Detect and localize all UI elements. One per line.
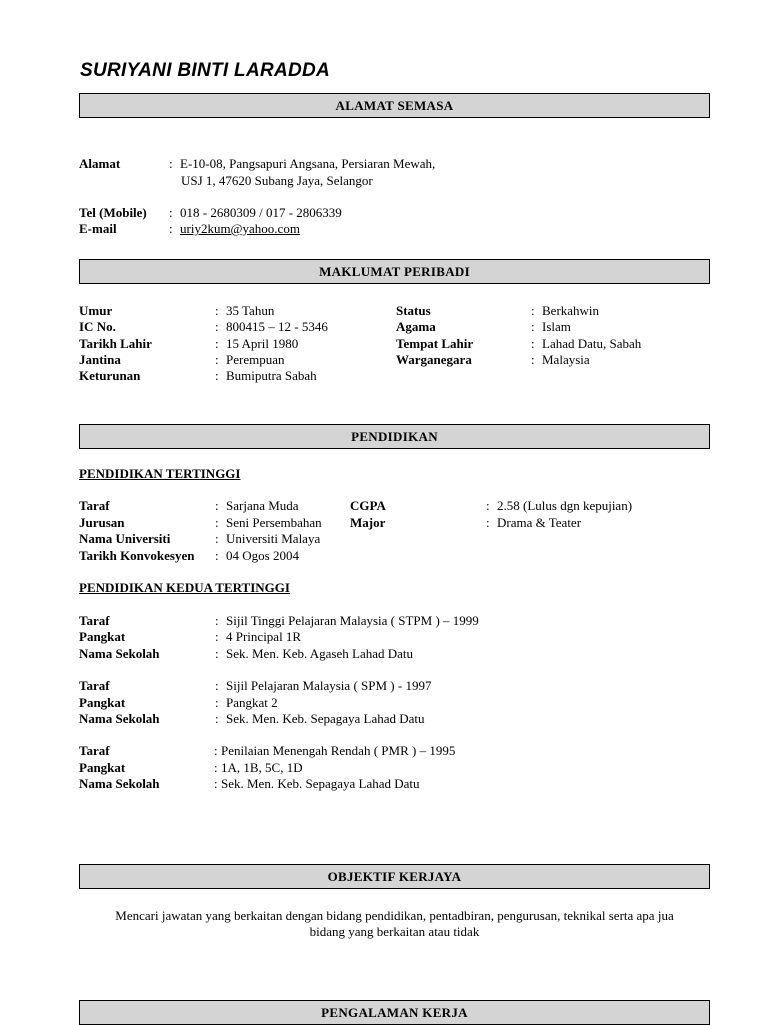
field-label: Pangkat	[79, 695, 126, 710]
field-label: Status	[396, 303, 431, 318]
field-label: Taraf	[79, 678, 110, 693]
field-label: Jantina	[79, 352, 121, 367]
field-value: Drama & Teater	[497, 515, 582, 530]
email-link[interactable]: uriy2kum@yahoo.com	[180, 221, 300, 236]
colon: :	[486, 515, 490, 530]
colon: :	[531, 336, 535, 351]
field-label: Tarikh Lahir	[79, 336, 152, 351]
section-pengalaman-kerja: PENGALAMAN KERJA	[79, 1000, 710, 1025]
colon: :	[215, 352, 219, 367]
field-value: 2.58 (Lulus dgn kepujian)	[497, 498, 633, 513]
field-label: Nama Sekolah	[79, 711, 160, 726]
field-value: 1A, 1B, 5C, 1D	[221, 760, 303, 775]
tel-label: Tel (Mobile)	[79, 205, 147, 220]
field-value: 800415 – 12 - 5346	[226, 319, 328, 334]
colon: :	[215, 678, 219, 693]
alamat-line-1: E-10-08, Pangsapuri Angsana, Persiaran Mewah,	[180, 156, 436, 171]
field-value: Lahad Datu, Sabah	[542, 336, 642, 351]
section-pendidikan: PENDIDIKAN	[79, 424, 710, 449]
field-label: Major	[350, 515, 386, 530]
field-value: 15 April 1980	[226, 336, 299, 351]
colon: :	[169, 205, 173, 220]
field-value: Perempuan	[226, 352, 285, 367]
field-value: 4 Principal 1R	[226, 629, 302, 644]
alamat-label: Alamat	[79, 156, 121, 171]
objektif-line-2: bidang yang berkaitan atau tidak	[309, 924, 480, 939]
colon: :	[214, 743, 218, 758]
subheading-pendidikan-tertinggi: PENDIDIKAN TERTINGGI	[79, 466, 241, 481]
field-label: Nama Sekolah	[79, 646, 160, 661]
section-objektif-kerjaya: OBJEKTIF KERJAYA	[79, 864, 710, 889]
field-label: Nama Sekolah	[79, 776, 160, 791]
field-value: 04 Ogos 2004	[226, 548, 299, 563]
field-value: Islam	[542, 319, 571, 334]
field-value: Sijil Tinggi Pelajaran Malaysia ( STPM ) – 1999	[226, 613, 479, 628]
tel-value: 018 - 2680309 / 017 - 2806339	[180, 205, 342, 220]
field-label: IC No.	[79, 319, 116, 334]
field-value: 35 Tahun	[226, 303, 275, 318]
field-label: Taraf	[79, 613, 110, 628]
field-value: Seni Persembahan	[226, 515, 322, 530]
colon: :	[215, 531, 219, 546]
field-label: Taraf	[79, 498, 110, 513]
colon: :	[169, 221, 173, 236]
colon: :	[531, 319, 535, 334]
field-value: Bumiputra Sabah	[226, 368, 317, 383]
field-value: Pangkat 2	[226, 695, 278, 710]
field-label: Jurusan	[79, 515, 125, 530]
colon: :	[486, 498, 490, 513]
field-label: Agama	[396, 319, 436, 334]
field-value: Malaysia	[542, 352, 590, 367]
colon: :	[531, 352, 535, 367]
field-label: Pangkat	[79, 629, 126, 644]
objektif-line-1: Mencari jawatan yang berkaitan dengan bidang pendidikan, pentadbiran, pengurusan, teknikal serta apa jua	[115, 908, 674, 923]
field-label: Warganegara	[396, 352, 472, 367]
subheading-pendidikan-kedua-tertinggi: PENDIDIKAN KEDUA TERTINGGI	[79, 580, 290, 595]
colon: :	[169, 156, 173, 171]
colon: :	[215, 613, 219, 628]
section-maklumat-peribadi: MAKLUMAT PERIBADI	[79, 259, 710, 284]
colon: :	[531, 303, 535, 318]
colon: :	[215, 548, 219, 563]
colon: :	[214, 760, 218, 775]
field-value: Berkahwin	[542, 303, 600, 318]
colon: :	[215, 629, 219, 644]
resume-name: SURIYANI BINTI LARADDA	[80, 60, 331, 81]
colon: :	[215, 336, 219, 351]
field-label: Nama Universiti	[79, 531, 171, 546]
colon: :	[215, 646, 219, 661]
field-label: Tempat Lahir	[396, 336, 474, 351]
field-label: Pangkat	[79, 760, 126, 775]
field-value: Sijil Pelajaran Malaysia ( SPM ) - 1997	[226, 678, 432, 693]
field-value: Sarjana Muda	[226, 498, 299, 513]
colon: :	[215, 711, 219, 726]
field-label: CGPA	[350, 498, 386, 513]
alamat-line-2: USJ 1, 47620 Subang Jaya, Selangor	[181, 173, 373, 188]
colon: :	[215, 498, 219, 513]
field-value: Sek. Men. Keb. Sepagaya Lahad Datu	[226, 711, 425, 726]
field-label: Tarikh Konvokesyen	[79, 548, 195, 563]
field-label: Keturunan	[79, 368, 141, 383]
email-label: E-mail	[79, 221, 117, 236]
field-label: Taraf	[79, 743, 110, 758]
field-value: Sek. Men. Keb. Agaseh Lahad Datu	[226, 646, 414, 661]
section-alamat-semasa: ALAMAT SEMASA	[79, 93, 710, 118]
colon: :	[215, 695, 219, 710]
field-value: Universiti Malaya	[226, 531, 321, 546]
field-label: Umur	[79, 303, 113, 318]
colon: :	[215, 515, 219, 530]
field-value: Penilaian Menengah Rendah ( PMR ) – 1995	[221, 743, 456, 758]
colon: :	[215, 303, 219, 318]
colon: :	[215, 368, 219, 383]
colon: :	[215, 319, 219, 334]
field-value: Sek. Men. Keb. Sepagaya Lahad Datu	[221, 776, 420, 791]
colon: :	[214, 776, 218, 791]
